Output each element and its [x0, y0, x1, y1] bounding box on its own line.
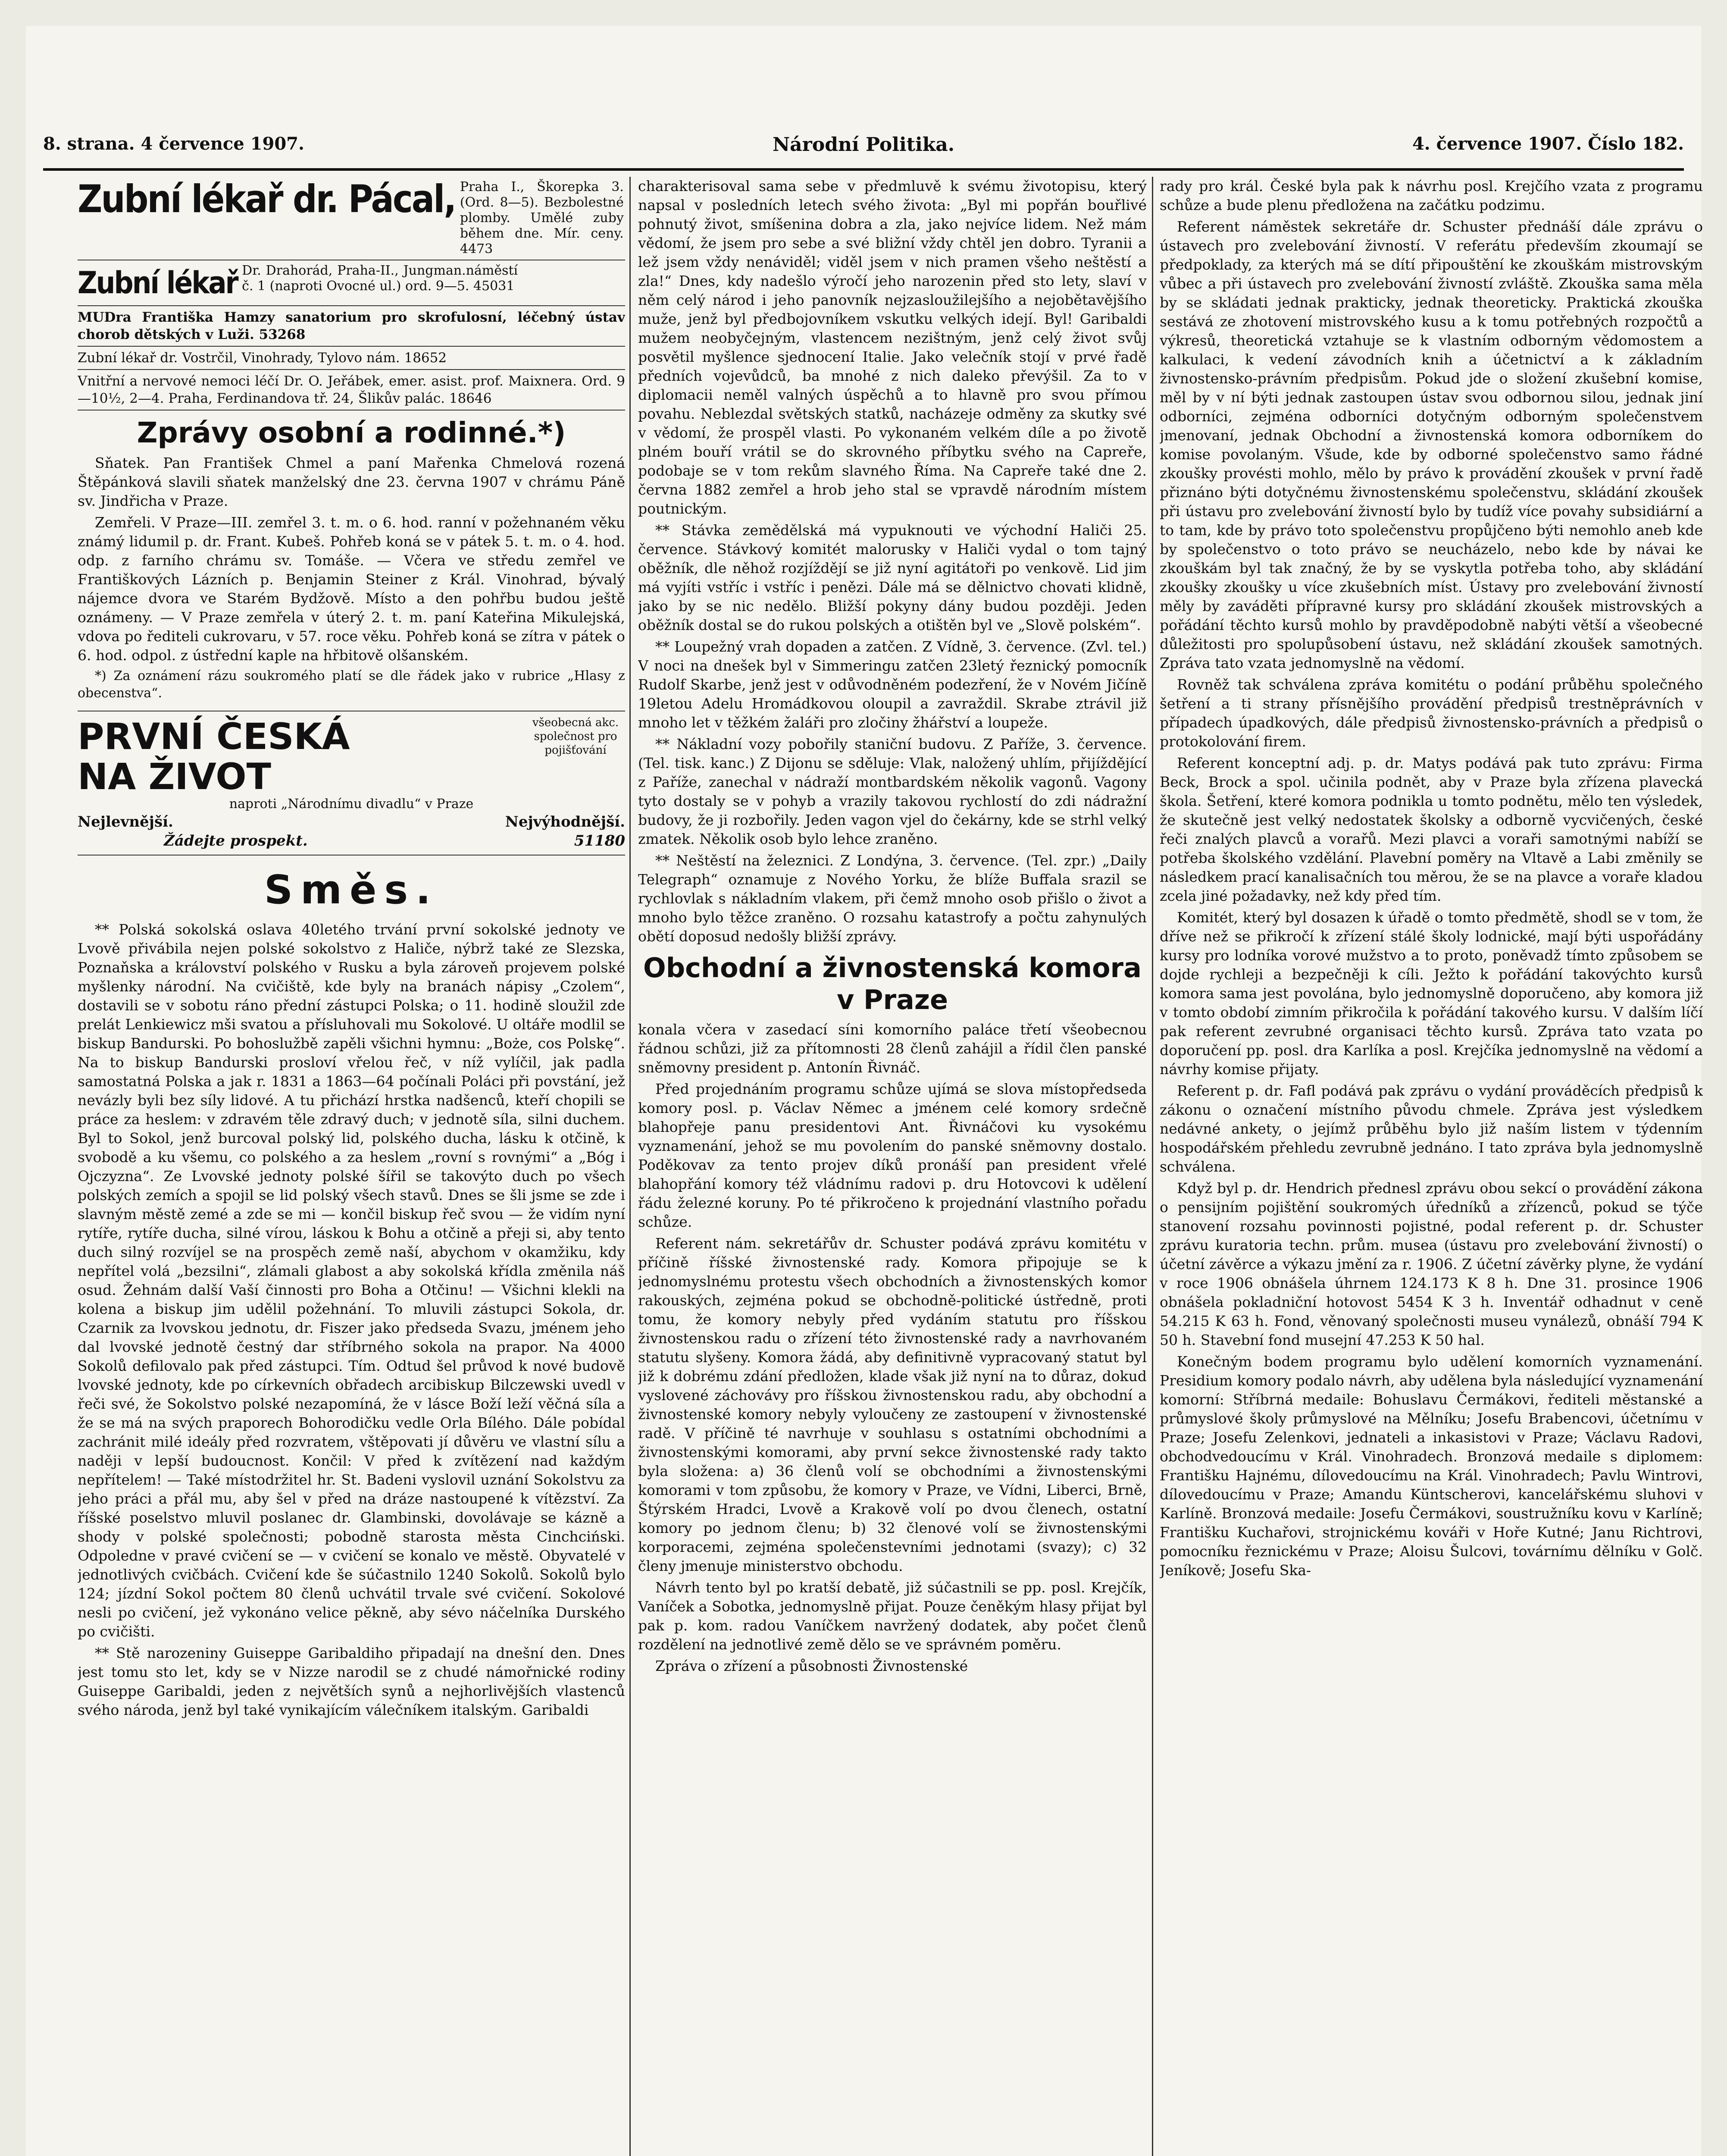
insurance-name-right: NA ŽIVOT	[78, 755, 271, 798]
article-paragraph: Komitét, který byl dosazen k úřadě o tomto předmětě, shodl se v tom, že dříve než se přikročí k zřízení stálé školy lodnické, mají býti uspořádány kursy pro lodníka vorové mužstvo a to proto, poněvadž tímto způsobem se dojde rychleji a bezpečněji k cíli. Ježto k pořádání takovýchto kursů komora sama jest povolána, bylo jednomyslně doporučeno, aby komora již v tomto období zimním přikročila k pořádání takového kursu. V dalším líčí pak referent zevrubné organisaci těchto kursů. Zpráva tato vzata po doporučení pp. posl. dra Karlíka a posl. Krejčíka jednomyslně na vědomí a návrhy komise přijaty.	[1160, 909, 1703, 1078]
insurance-cheapest: Nejlevnější.	[78, 813, 173, 830]
masthead: Národní Politika.	[772, 134, 955, 156]
header-date-left: 8. strana. 4 července 1907.	[43, 134, 304, 154]
header-rule	[43, 168, 1684, 171]
ad-text: Dr. Drahorád, Praha-II., Jungman.náměstí č. 1 (naproti Ovocné ul.) ord. 9—5. 45031	[242, 263, 518, 294]
insurance-prospect: Žádejte prospekt.	[164, 832, 308, 849]
insurance-footer-2	[78, 831, 625, 850]
article-paragraph: charakterisoval sama sebe v předmluvě k svému životopisu, který napsal v posledních letech svého života: „Byl mi popřán bouřlivé pohnutý život, smíšenina dobra a zla, jako nejvíce lidem. Než mám vědomí, že jsem pro sebe a své bližní vždy chtěl jen dobro. Tyranii a lež jsem vždy nenáviděl; viděl jsem v nich pramen všeho neštěstí a zla!“ Dnes, kdy nadešlo výročí jeho narozenin před sto lety, slaví v něm celý národ i jeho panovník nejzasloužilejšího a nejobětavějšího muže, jenž byl předbojovníkem vskutku velkých idejí. Byl! Garibaldi mužem neobyčejným, vlastencem nezištným, jenž celý život svůj posvětil myšlence sjednocení Italie. Jako velečník stojí v prvé řadě předních vojevůdců, ba mnohé z nich daleko převýšil. Za to v diplomacii neměl valných úspěchů a to hlavně pro svou přímou povahu. Neblezdal světských statků, nacházeje odměny za skutky své v vědomí, že prospěl vlasti. Po vykonaném velkém díle a po životě plném bouří vrátil se do skrovného příbytku svého na Capreře, podobaje se v tom rekům slavného Říma. Na Capreře také dne 2. června 1882 zemřel a hrob jeho stal se vpravdě národním místem poutnickým.	[638, 178, 1147, 517]
article-paragraph: rady pro král. České byla pak k návrhu posl. Krejčího vzata z programu schůze a bude plenu předložena na začátku podzimu.	[1160, 178, 1703, 213]
ad-dentist-vostrcil: Zubní lékař dr. Vostrčil, Vinohrady, Tylovo nám. 18652	[78, 347, 625, 370]
ad-title: Zubní lékař dr. Pácal,	[78, 177, 456, 221]
ad-insurance	[78, 711, 625, 856]
ad-doctor-jerabek: Vnitřní a nervové nemoci léčí Dr. O. Jeřábek, emer. asist. prof. Maixnera. Ord. 9—10½, 2—4. Praha, Ferdinandova tř. 24, Šlikův palác. 18646	[78, 370, 625, 411]
article-paragraph: ** Nákladní vozy pobořily staniční budovu. Z Paříže, 3. července. (Tel. tisk. kanc.) Z Dijonu se sděluje: Vlak, naložený uhlím, přijíždějící z Paříže, zanechal v nádraží montbardském několik vagonů. Vagony tyto dostaly se v pohyb a vrazily takovou rychlostí do zdi nádražní budovy, že ji rozbořily. Jeden vagon vjel do čekárny, kde se strhl velký zmatek. Několik osob bylo lehce zraněno.	[638, 736, 1147, 847]
article-paragraph: Když byl p. dr. Hendrich přednesl zprávu obou sekcí o provádění zákona o pensijním pojištění soukromých úředníků a zřízenců, pokud se týče stanovení rozsahu povinnosti pojistné, podal referent p. dr. Schuster zprávu kuratoria techn. prům. musea (ústavu pro zvelebování živností) o účetní závěrce a výkazu jmění za r. 1906. Z účetní závěrky plyne, že vydání v roce 1906 obnášela úhrnem 124.173 K 8 h. Dne 31. prosince 1906 obnášela pokladniční hotovost 5454 K 3 h. Inventář odhadnut v ceně 54.215 K 63 h. Fond, věnovaný společnosti museu vynálezů, obnáší 794 K 50 h. Stavební fond musejní 47.253 K 50 hal.	[1160, 1180, 1703, 1348]
ad-sanatorium: MUDra Františka Hamzy sanatorium pro skrofulosní, léčebný ústav chorob dětských v Luži. 53268	[78, 306, 625, 347]
column-divider	[1152, 177, 1153, 2156]
insurance-best: Nejvýhodnější.	[505, 813, 625, 830]
ad-dentist-pacal	[78, 177, 625, 260]
article-paragraph: ** Neštěstí na železnici. Z Londýna, 3. července. (Tel. zpr.) „Daily Telegraph“ oznamuje z Nového Yorku, že blíže Buffala srazil se rychlovlak s nákladním vlakem, při čemž mnoho osob přišlo o život a mnoho bylo těžce zraněno. O rozsahu katastrofy a počtu zahynulých obětí doposud nedošly bližší zprávy.	[638, 852, 1147, 945]
insurance-number: 51180	[574, 832, 625, 849]
insurance-name-left: PRVNÍ ČESKÁ	[78, 715, 350, 758]
article-paragraph: Referent konceptní adj. p. dr. Matys podává pak tuto zprávu: Firma Beck, Brock a spol. učinila podnět, aby v Praze byla zřízena plavecká škola. Šetření, které komora podnikla u tomto podnětu, mělo ten výsledek, že skutečně jest velký nedostatek školsky a odborně vycvičených, české řeči znalých plavců a vorařů. Mezi plavci a voraři samotnými nabíží se potřeba školského vzdělání. Plavební poměry na Vltavě a Labi změnily se následkem prací kanalisačních tou měrou, že se na plavce a voraře kladou zcela jiné požadavky, než kdy před tím.	[1160, 755, 1703, 904]
article-paragraph: Návrh tento byl po kratší debatě, již súčastnili se pp. posl. Krejčík, Vaníček a Sobotka, jednomyslně přijat. Pouze čeněkým hlasy přijat byl pak p. kom. radou Vaníčkem navržený dodatek, aby počet členů rozdělení na jednotlivé země dělo se ve správném poměru.	[638, 1579, 1147, 1653]
insurance-footer	[78, 812, 625, 831]
footnote: *) Za oznámení rázu soukromého platí se dle řádek jako v rubrice „Hlasy z obecenstva“.	[78, 668, 625, 701]
article-paragraph: Konečným bodem programu bylo udělení komorních vyznamenání. Presidium komory podalo návrh, aby udělena byla následující vyznamenání komorní: Stříbrná medaile: Bohuslavu Čermákovi, řediteli městanské a průmyslové školy průmyslové na Mělníku; Josefu Brabencovi, účetnímu v Praze; Josefu Zelenkovi, jednateli a inkasistovi v Praze; Václavu Radovi, obchodvedoucímu v Král. Vinohradech. Bronzová medaile s diplomem: Františku Hajnému, dílovedoucímu na Král. Vinohradech; Pavlu Wintrovi, dílovedoucímu v Praze; Amandu Küntscherovi, kancelářskému sluhovi v Karlíně. Bronzová medaile: Josefu Čermákovi, soustružníku kovu v Karlíně; Františku Kuchařovi, strojnickému kováři v Hoře Kutné; Janu Richtrovi, pomocníku řeznickému v Praze; Aloisu Šulcovi, továrnímu dělníku v Golč. Jeníkově; Josefu Ska-	[1160, 1353, 1703, 1579]
article-paragraph: Referent náměstek sekretáře dr. Schuster přednáší dále zprávu o ústavech pro zvelebování živností. V referátu především zkoumají se předpoklady, za kterých má se dítí připouštění ke zkouškám mistrovským vůbec a při ústavech pro zvelebování živností zvláště. Zkouška sama měla by se skládati jednak prakticky, jednak theoreticky. Praktická zkouška sestává ze zhotovení mistrovského kusu a k tomu potřebných rozpočtů a výkresů, theoretická vztahuje se k vlastním odborným vědomostem a kalkulaci, k vedení závodních knih a účetnictví a k základním živnostensko-právním předpisům. Pokud jde o složení zkušební komise, měl by v ní býti jednak zastoupen ústav svou odbornou silou, jednak jiní odborníci, zejména odborníci dotyčným odborným společenstvem jmenovaní, jednak Obchodní a živnostenská komora odborníkem do komise povolaným. Všude, kde by odborné společenstvo samo řádné zkoušky provésti mohlo, mělo by právo k provádění zkoušek v první řadě přiznáno býti dotyčnému živnostenskému společenstvu, skládání zkoušek při ústavu pro zvelebování živností bylo by tudíž více povahy subsidiární a to tam, kde by právo toto společenstvu propůjčeno býti nemohlo aneb kde by společenstvo o toto právo se neucházelo, nebo kde by návai ke zkouškám byl tak značný, že by se vyskytla potřeba toho, aby skládání zkoušky zkoušky u více zkušebních míst. Ústavy pro zvelebování živností měly by zaváděti přípravné kursy pro skládání zkoušek mistrovských a pořádání těchto kursů mohlo by pravděpodobně nabýti větší a všeobecné důležitosti pro spolupůsobení ústavu, než skládání zkoušek samotných. Zpráva tato vzata jednomyslně na vědomí.	[1160, 218, 1703, 671]
ad-text: Praha I., Škorepka 3. (Ord. 8—5). Bezbolestné plomby. Umělé zuby během dne. Mír. ceny. 4473	[460, 179, 624, 257]
section-heading-personal: Zprávy osobní a rodinné.*)	[137, 416, 566, 449]
section-heading-chamber: Obchodní a živnostenská komora v Praze	[643, 952, 1142, 1015]
insurance-address: naproti „Národnímu divadlu“ v Praze	[229, 796, 474, 812]
article-paragraph: ** Polská sokolská oslava 40letého trvání první sokolské jednoty ve Lvově přivábila nejen polské sokolstvo z Haliče, nýbrž také ze Slezska, Poznaňska a království polského v Rusku a byla zároveň projevem polské myšlenky národní. Na cvičiště, kde byly na branách nápisy „Czolem“, dostavili se v sobotu ráno přední zástupci Polska; o 11. hodině sloužil zde prelát Lenkiewicz mši svatou a přísluhovali mu Sokolové. U oltáře modlil se biskup Bandurski. Po bohoslužbě zapěli všichni hymnu: „Boże, cos Polskę“. Na to biskup Bandurski prosloví vřelou řeč, v níž vylíčil, jak padla samostatná Polska a jak r. 1831 a 1863—64 počínali Poláci při povstání, jež nevázly byli bez síly lidové. A tu přichází hrstka nadšenců, kteří chopili se práce za heslem: v zdravém těle zdravý duch; v jednotě síla, silni duchem. Byl to Sokol, jenž burcoval polský lid, polského ducha, lásku k otčině, k svobodě a ku všemu, co polského a za heslem „rovní s rovnými“ a „Bóg i Ojczyzna“. Ze Lvovské jednoty polské šířil se takovýto duch po všech polských zemích a spojil se lid polský všech stavů. Dnes se šli jsme se zde i slavným městě zemé a zde se mi — končil biskup řeč svou — že vidím nyní rytíře, rytíře ducha, silné vírou, láskou k Bohu a otčině a přeji si, aby tento duch silný rozvíjel se na prospěch země naší, abychom v okamžiku, kdy nepřítel volá „bezsilni“, zlámali glabost a aby sokolská křídla změnila náš osud. Žehnám další Vaší činnosti pro Boha a Otčinu! — Všichni klekli na kolena a biskup jim udělil požehnání. To mluvili zástupci Sokola, dr. Czarnik za lvovskou jednotu, dr. Fiszer jako předseda Svazu, jménem jeho dal lvovské jednotě čestný dar stříbrného sokola na prapor. Na 4000 Sokolů defilovalo pak před zástupci. Tím. Odtud šel průvod k nové budově lvovské jednoty, kde po církevních obřadech arcibiskup Bilczewski uvedl v řeči své, že Sokolstvo polské nezapomíná, že v lásce Boží leží věčná síla a že se má na svých praporech Bohorodičku vedle Orla Bílého. Dále pobídal zachránit milé ideály před rozvratem, vštěpovati jí důvěru ve vlastní sílu a naději v lepší budoucnost. Končil: V před k zvítězení nad každým nepřítelem! — Také místodržitel hr. St. Badeni vyslovil uznání Sokolstvu za jeho práci a přál mu, aby šel v před na dráze nastoupené k vítězství. Za říšské poselstvo mluvil poslanec dr. Glambinski, dovolávaje se kázně a shody v polské společnosti; pobodně starosta města Cinchciński. Odpoledne v pravé cvičení se — v cvičení se konalo ve městě. Obyvatelé v jednotlivých cvičbách. Cvičení kde še súčastnilo 1240 Sokolů. Sokolů bylo 124; jízdní Sokol počtem 80 členů uchvátil trvale své cvičení. Sokolové nesli po cvičení, jež vykonáno velice pěkně, aby sévo náčelníka Durského po cvičišti.	[78, 921, 625, 1640]
article-paragraph: Zpráva o zřízení a působnosti Živnostenské	[655, 1658, 968, 1674]
article-paragraph: konala včera v zasedací síni komorního paláce třetí všeobecnou řádnou schůzi, již za přítomnosti 28 členů zahájil a řídil člen panské sněmovny president p. Antonín Řivnáč.	[638, 1021, 1147, 1076]
ad-dentist-drahorad	[78, 260, 625, 306]
article-paragraph: Zemřeli. V Praze—III. zemřel 3. t. m. o 6. hod. ranní v požehnaném věku známý lidumil p. dr. Frant. Kubeš. Pohřeb koná se v pátek 5. t. m. o 4. hod. odp. z farního chrámu sv. Tomáše. — Včera ve středu zemřel ve Františkových Lázních p. Benjamin Steiner z Král. Vinohrad, bývalý nájemce dvora ve Starém Bydžově. Místo a den pohřbu budou ještě oznámeny. — V Praze zemřela v úterý 2. t. m. paní Kateřina Mikulejská, vdova po řediteli cukrovaru, v 57. roce věku. Pohřeb koná se zítra v pátek o 6. hod. odpol. z ústřední kaple na hřbitově olšanském.	[78, 514, 625, 664]
header-date-right: 4. července 1907. Číslo 182.	[1412, 134, 1684, 154]
column-3	[1160, 177, 1703, 2156]
article-paragraph: ** Stě narozeniny Guiseppe Garibaldiho připadají na dnešní den. Dnes jest tomu sto let, kdy se v Nizze narodil se z chudé námořnické rodiny Guiseppe Garibaldi, jeden z největších synů a nejhorlivějších vlastenců svého národa, jenž byl také vynikajícím válečníkem italským. Garibaldi	[78, 1645, 625, 1718]
column-2	[638, 177, 1147, 2156]
article-paragraph: ** Stávka zemědělská má vypuknouti ve východní Haliči 25. července. Stávkový komitét malorusky v Haliči vydal o tom tajný oběžník, dle něhož rozjíždějí se již nyní agitátoři po venkově. Lid jim má vyjíti vstříc i vstříc i penězi. Dále má se dělnictvo chovati klidně, jako by se nic nedělo. Bližší pokyny dány budou později. Jeden oběžník dostal se do rukou polských a otištěn byl ve „Slově polském“.	[638, 522, 1147, 633]
ad-title: Zubní lékař	[78, 265, 238, 301]
article-paragraph: Sňatek. Pan František Chmel a paní Mařenka Chmelová rozená Štěpánková slavili sňatek manželský dne 23. června 1907 v chrámu Páně sv. Jindřicha v Praze.	[78, 454, 625, 509]
article-paragraph: Referent nám. sekretářův dr. Schuster podává zprávu komitétu v příčině říšské živnostenské rady. Komora připojuje se k jednomyslnému protestu všech obchodních a živnostenských komor rakouských, zejména pokud se obchodně-politické ústředně, proti tomu, že komory nebyly před vydáním statutu pro říšskou živnostenskou radu o zřízení této živnostenské rady a navrhovaném statutu slyšeny. Komora žádá, aby definitivně vypracovaný statut byl již k dobrému zdání předložen, klade však již nyní na to důraz, dokud vyslovené záchovávy pro říšskou živnostenskou radu, aby obchodní a živnostenské komory nebyly vyloučeny ze zastoupení v živnostenské radě. V příčině té navrhuje v souhlasu s ostatními obchodními a živnostenskými komorami, aby první sekce živnostenské rady takto byla složena: a) 36 členů volí se obchodními a živnostenskými komorami v tom způsobu, že komory v Praze, ve Vídni, Liberci, Brně, Štýrském Hradci, Lvově a Krakově volí po dvou členech, ostatní komory po jednom členu; b) 32 členové volí se živnostenskými korporacemi, zejména společenstevními jednotami (svazy); c) 32 členy jmenuje ministerstvo obchodu.	[638, 1235, 1147, 1574]
article-paragraph: Referent p. dr. Fafl podává pak zprávu o vydání prováděcích předpisů k zákonu o označení místního původu chmele. Zpráva jest výsledkem nedávné ankety, o jejímž průběhu bylo již naším listem v týdenním hospodářském přehledu zevrubně jednáno. I tato zpráva byla jednomyslně schválena.	[1160, 1082, 1703, 1175]
section-heading-mix: Směs.	[264, 867, 439, 913]
column-divider	[629, 177, 631, 2156]
column-1	[78, 177, 625, 2156]
article-paragraph: ** Loupežný vrah dopaden a zatčen. Z Vídně, 3. července. (Zvl. tel.) V noci na dnešek byl v Simmeringu zatčen 23letý řeznický pomocník Rudolf Skarbe, jenž jest v odůvodněném podezření, že v Novém Jičíně 19letou Adelu Hromádkovou oloupil a zavraždil. Skrabe ztrávil již mnoho let v těžkém žaláři pro zločiny žhářství a loupeže.	[638, 638, 1147, 731]
page-header	[43, 129, 1684, 164]
article-paragraph: Rovněž tak schválena zpráva komitétu o podání průběhu společného šetření a ti strany přísnějšího provádění předpisů trestněprávních v případech úpadkových, dále předpisů živnostensko-právních a předpisů o protokolování firem.	[1160, 676, 1703, 750]
insurance-descriptor: všeobecná akc. společnost pro pojišťování	[532, 716, 619, 757]
newspaper-page	[26, 26, 1701, 2156]
article-paragraph: Před projednáním programu schůze ujímá se slova místopředseda komory posl. p. Václav Němec a jménem celé komory srdečně blahopřeje panu presidentovi Ant. Řivnáčovi ku vysokému vyznamenání, jehož se mu povolením do panské sněmovny dostalo. Poděkovav za tento projev díků pronáší pan president vřelé blahopřání komory též vládnímu radovi p. dru Hotovcovi k udělení řádu železné koruny. Po té přikročeno k projednání vlastního pořadu schůze.	[638, 1081, 1147, 1230]
